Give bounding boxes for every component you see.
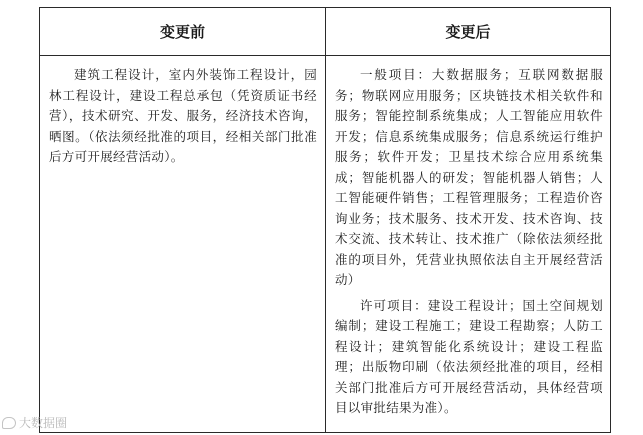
header-after: 变更后 [445,23,491,41]
cell-after [335,65,603,419]
header-before: 变更前 [159,23,205,41]
column-divider [325,8,326,432]
after-paragraph-general: 一般项目：大数据服务；互联网数据服务；物联网应用服务；区块链技术相关软件和服务；智能控制系统集成；人工智能应用软件开发；信息系统集成服务；信息系统运行维护服务；软件开发；卫星技术综合应用系统集成；智能机器人的研发；智能机器人销售；人工智能硬件销售；工程管理服务；工程造价咨询业务；技术服务、技术开发、技术咨询、技术交流、技术转让、技术推广（除依法须经批准的项目外，凭营业执照依法自主开展经营活动） [335,67,603,287]
watermark [2,414,67,431]
watermark-text: 大数据圈 [19,416,68,430]
header-divider [40,55,610,56]
after-paragraph-licensed: 许可项目：建设工程设计；国土空间规划编制；建设工程施工；建设工程勘察；人防工程设计；建筑智能化系统设计；建设工程监理；出版物印刷（依法须经批准的项目，经相关部门批准后方可开展经营活动，具体经营项目以审批结果为准）。 [335,297,603,415]
chat-bubble-icon [2,417,16,429]
before-paragraph: 建筑工程设计，室内外装饰工程设计，园林工程设计，建设工程总承包（凭资质证书经营），技术研究、开发、服务，经济技术咨询，晒图。（依法须经批准的项目，经相关部门批准后方可开展经营活动）。 [49,67,317,164]
cell-before [49,65,317,168]
comparison-table [39,7,611,433]
